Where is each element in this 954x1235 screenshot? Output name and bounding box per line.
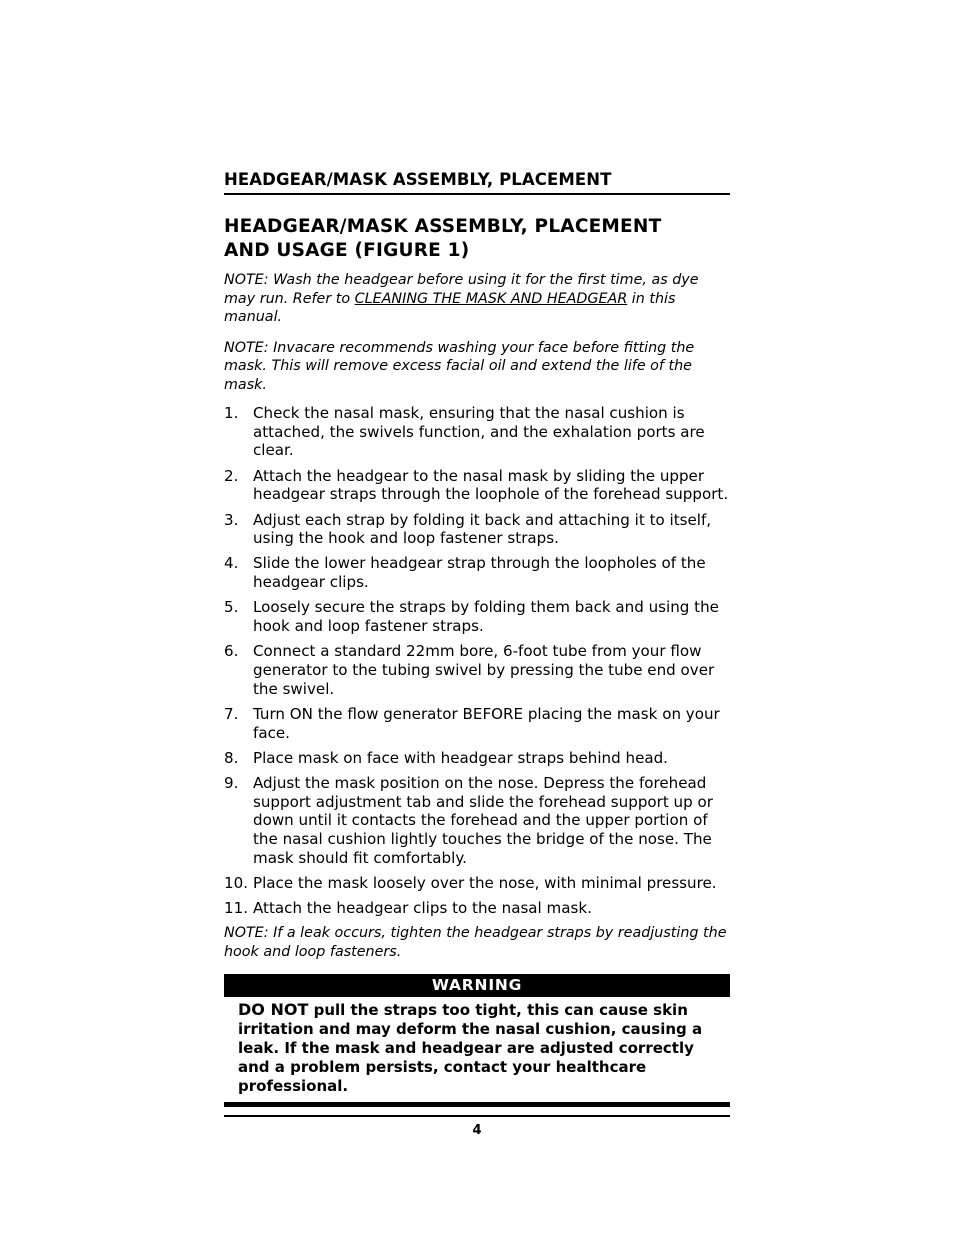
section-title-line1: HEADGEAR/MASK ASSEMBLY, PLACEMENT <box>224 216 662 237</box>
note-wash-headgear <box>224 271 730 327</box>
step-text: Place the mask loosely over the nose, with minimal pressure. <box>253 873 717 892</box>
step-text: Attach the headgear clips to the nasal mask. <box>253 899 592 918</box>
step-number: 10. <box>224 873 249 892</box>
step-number: 4. <box>224 554 239 573</box>
step-text: Turn ON the flow generator BEFORE placing the mask on your face. <box>253 704 720 742</box>
step-number: 5. <box>224 598 239 617</box>
steps-list <box>224 404 730 918</box>
step-number: 7. <box>224 704 239 723</box>
step-item <box>224 774 730 868</box>
step-text: Adjust each strap by folding it back and attaching it to itself, using the hook and loop fastener straps. <box>253 510 712 548</box>
step-number: 1. <box>224 404 239 422</box>
cleaning-reference-link: CLEANING THE MASK AND HEADGEAR <box>354 290 628 307</box>
section-title <box>224 215 730 263</box>
page-number: 4 <box>472 1123 482 1139</box>
step-text: Attach the headgear to the nasal mask by sliding the upper headgear straps through the loophole of the forehead support. <box>253 466 729 504</box>
step-item <box>224 598 730 635</box>
step-text: Place mask on face with headgear straps behind head. <box>253 748 668 767</box>
step-item <box>224 749 730 768</box>
step-item <box>224 554 730 591</box>
step-item <box>224 642 730 698</box>
page-content <box>224 170 730 1138</box>
step-item <box>224 404 730 460</box>
step-item <box>224 874 730 893</box>
step-text: Adjust the mask position on the nose. Depress the forehead support adjustment tab and slide the forehead support up or down until it contacts the forehead and the upper portion of the nasal cushion lightly touches the bridge of the nose. The mask should fit comfortably. <box>253 773 713 867</box>
warning-text: pull the straps too tight, this can cause skin irritation and may deform the nasal cushion, causing a leak. If the mask and headgear are adjusted correctly and a problem persists, contact your healthcare professional. <box>238 1001 703 1095</box>
step-number: 6. <box>224 642 239 661</box>
step-number: 3. <box>224 510 239 529</box>
warning-title-bar: WARNING <box>224 974 730 997</box>
step-item <box>224 467 730 504</box>
footer-rule <box>224 1115 730 1117</box>
note-leak: NOTE: If a leak occurs, tighten the headgear straps by readjusting the hook and loop fasteners. <box>224 925 727 961</box>
running-header: HEADGEAR/MASK ASSEMBLY, PLACEMENT <box>224 170 730 195</box>
note-wash-headgear-prefix: NOTE: Wash the headgear before using it for the first time, as dye may run. Refer to <box>224 272 699 307</box>
step-number: 2. <box>224 466 239 485</box>
warning-bottom-rule <box>224 1102 730 1107</box>
step-number: 9. <box>224 773 239 792</box>
note-wash-face: NOTE: Invacare recommends washing your face before fitting the mask. This will remove excess facial oil and extend the life of the mask. <box>224 339 695 393</box>
step-text: Connect a standard 22mm bore, 6-foot tube from your flow generator to the tubing swivel by pressing the tube end over the swivel. <box>253 642 715 698</box>
note-wash-headgear-suffix: in this manual. <box>224 290 676 325</box>
step-text: Loosely secure the straps by folding them back and using the hook and loop fastener straps. <box>253 598 719 636</box>
step-number: 8. <box>224 748 239 767</box>
step-item <box>224 511 730 548</box>
step-item <box>224 899 730 918</box>
step-text: Check the nasal mask, ensuring that the nasal cushion is attached, the swivels function, and the exhalation ports are clear. <box>253 404 705 460</box>
warning-body <box>224 997 730 1098</box>
step-number: 11. <box>224 899 249 918</box>
step-item <box>224 705 730 742</box>
step-text: Slide the lower headgear strap through the loopholes of the headgear clips. <box>253 554 706 592</box>
section-title-line2: AND USAGE (FIGURE 1) <box>224 240 470 261</box>
warning-lead: DO NOT <box>238 1000 309 1020</box>
